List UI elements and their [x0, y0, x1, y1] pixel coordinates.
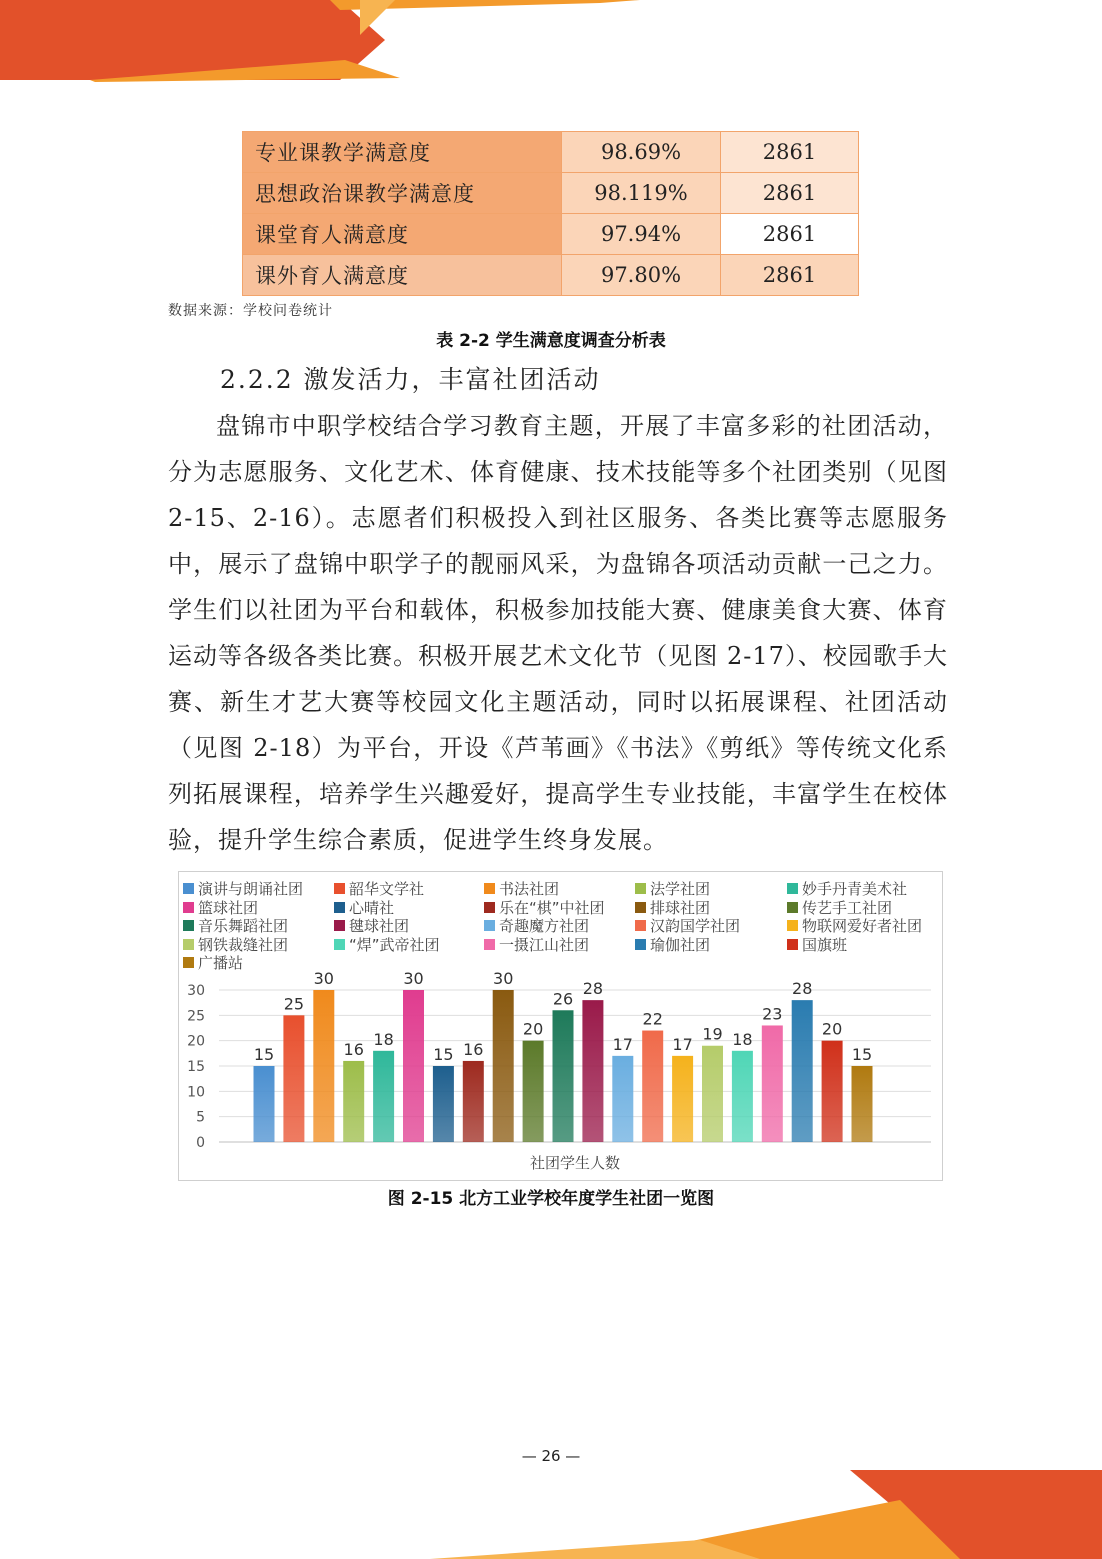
bar [463, 1061, 484, 1142]
legend-label: 书法社团 [499, 880, 560, 898]
data-label: 16 [343, 1039, 364, 1059]
bar [642, 1031, 663, 1142]
chart-plot-area [179, 872, 942, 1180]
data-label: 30 [403, 969, 424, 988]
table-cell-item: 课外育人满意度 [243, 255, 562, 296]
data-label: 18 [373, 1029, 394, 1049]
data-label: 17 [672, 1034, 693, 1054]
legend-label: 钢铁裁缝社团 [198, 935, 289, 954]
data-label: 16 [463, 1039, 484, 1059]
data-label: 30 [493, 969, 514, 988]
table-row [243, 132, 859, 173]
legend-label: 一摄江山社团 [499, 935, 590, 954]
data-label: 23 [762, 1004, 783, 1024]
legend-label: 排球社团 [650, 898, 711, 917]
bar [702, 1046, 723, 1142]
y-tick-label: 0 [196, 1135, 205, 1151]
club-bar-chart [178, 871, 943, 1181]
data-label: 15 [851, 1045, 873, 1064]
y-tick-label: 30 [187, 983, 205, 999]
data-label: 26 [552, 989, 574, 1009]
bar [732, 1051, 753, 1142]
data-label: 15 [253, 1045, 275, 1064]
table-cell-count: 2861 [721, 214, 859, 255]
table-row [243, 173, 859, 214]
satisfaction-table [242, 131, 859, 296]
data-label: 17 [612, 1034, 633, 1054]
legend-label: 奇趣魔方社团 [499, 917, 590, 935]
bar [792, 1000, 813, 1142]
bar [403, 990, 424, 1142]
legend-label: 音乐舞蹈社团 [198, 917, 289, 935]
figure-caption: 图 2-15 北方工业学校年度学生社团一览图 [387, 1189, 715, 1209]
data-label: 19 [702, 1024, 723, 1044]
bar [254, 1066, 275, 1142]
data-label: 20 [522, 1019, 544, 1039]
data-label: 28 [582, 979, 604, 999]
bar [822, 1041, 843, 1142]
data-label: 20 [821, 1019, 843, 1039]
data-label: 15 [433, 1045, 454, 1064]
bar [762, 1025, 783, 1142]
data-label: 25 [283, 994, 305, 1014]
legend-label: 篮球社团 [198, 898, 259, 917]
bar [852, 1066, 873, 1142]
table-cell-count: 2861 [721, 173, 859, 214]
bar [343, 1061, 364, 1142]
table-cell-rate: 98.69% [562, 132, 721, 173]
table-cell-rate: 97.94% [562, 214, 721, 255]
bar [523, 1041, 544, 1142]
table-cell-count: 2861 [721, 255, 859, 296]
x-axis-label: 社团学生人数 [529, 1154, 621, 1172]
bar [553, 1010, 574, 1142]
y-tick-label: 10 [187, 1084, 205, 1101]
data-label: 28 [792, 979, 813, 999]
data-label: 22 [642, 1009, 663, 1029]
legend-label: 毽球社团 [349, 917, 410, 935]
table-caption: 表 2-2 学生满意度调查分析表 [436, 331, 666, 351]
data-label: 18 [732, 1029, 753, 1049]
legend-label: 物联网爱好者社团 [802, 917, 923, 935]
bar [612, 1056, 633, 1142]
legend-label: 广播站 [198, 954, 244, 972]
bar [373, 1051, 394, 1142]
y-tick-label: 15 [187, 1059, 205, 1075]
header-decoration [0, 0, 1102, 90]
source-note: 数据来源：学校问卷统计 [168, 303, 333, 319]
legend-label: 乐在“棋”中社团 [499, 898, 605, 917]
bar [672, 1056, 693, 1142]
bar [313, 990, 334, 1142]
table-cell-count: 2861 [721, 132, 859, 173]
table-cell-item: 思想政治课教学满意度 [243, 173, 562, 214]
legend-label: “焊”武帝社团 [349, 935, 440, 954]
section-heading: 2.2.2 激发活力，丰富社团活动 [220, 365, 601, 394]
body-paragraph: 盘锦市中职学校结合学习教育主题，开展了丰富多彩的社团活动，分为志愿服务、文化艺术、体育健康、技术技能等多个社团类别（见图 2-15、2-16）。志愿者们积极投入到社区服务、各类比赛等志愿服务中，展示了盘锦中职学子的靓丽风采，为盘锦各项活动贡献一己之力。学生们以社团为平台和载体，积极参加技能大赛、健康美食大赛、体育运动等各级各类比赛。积极开展艺术文化节（见图 2-17）、校园歌手大赛、新生才艺大赛等校园文化主题活动，同时以拓展课程、社团活动（见图 2-18）为平台，开设《芦苇画》《书法》《剪纸》等传统文化系列拓展课程，培养学生兴趣爱好，提高学生专业技能，丰富学生在校体验，提升学生综合素质，促进学生终身发展。 [168, 412, 948, 854]
bar [283, 1015, 304, 1142]
bar [582, 1000, 603, 1142]
bar [493, 990, 514, 1142]
table-cell-rate: 98.119% [562, 173, 721, 214]
body-text [168, 403, 948, 863]
table-row [243, 255, 859, 296]
y-tick-label: 20 [187, 1033, 205, 1050]
legend-label: 国旗班 [802, 935, 848, 954]
legend-label: 汉韵国学社团 [650, 917, 741, 935]
table-cell-rate: 97.80% [562, 255, 721, 296]
legend-label: 瑜伽社团 [650, 935, 711, 954]
legend-label: 心晴社 [349, 898, 395, 917]
legend-label: 妙手丹青美术社 [802, 880, 908, 898]
table-cell-item: 专业课教学满意度 [243, 132, 562, 173]
data-label: 30 [313, 969, 334, 988]
legend-label: 韶华文学社 [349, 880, 425, 898]
table-row [243, 214, 859, 255]
legend-label: 传艺手工社团 [802, 898, 893, 917]
y-tick-label: 25 [187, 1008, 205, 1025]
table-cell-item: 课堂育人满意度 [243, 214, 562, 255]
legend-label: 法学社团 [650, 880, 711, 898]
legend-label: 演讲与朗诵社团 [198, 880, 304, 898]
page-number: — 26 — [521, 1447, 581, 1465]
bar [433, 1066, 454, 1142]
y-tick-label: 5 [196, 1109, 205, 1126]
